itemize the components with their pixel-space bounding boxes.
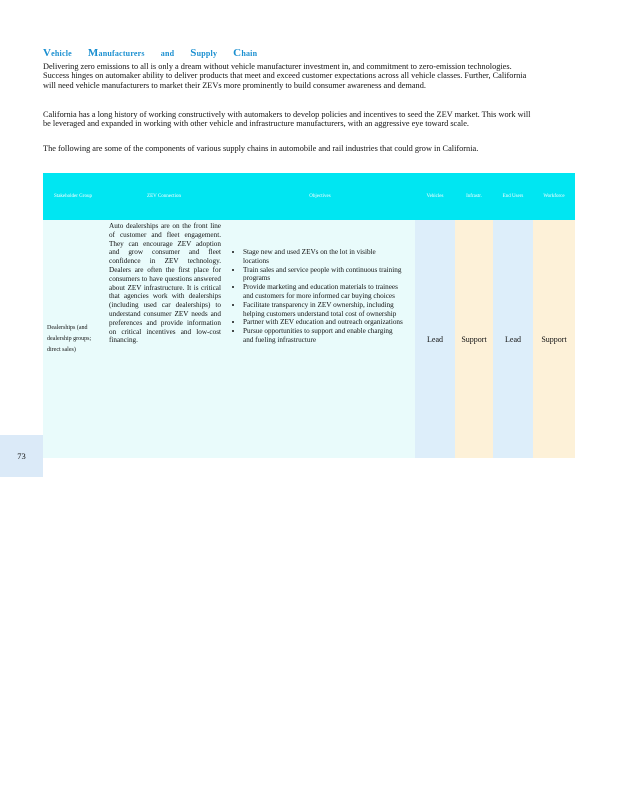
intro-paragraph: Delivering zero emissions to all is only a dream without vehicle manufacturer investment in, and commitment to zero-emission technologies. Success hinges on automaker ability to deliver products that meet and exceed customer expectations across all vehicle classes. Further, California will need vehicle manufacturers to market their ZEVs more prominently to build consumer awareness and demand.: [43, 62, 527, 90]
page-number: 73: [0, 435, 43, 477]
infrastructure-role-cell: Support: [455, 220, 493, 458]
history-paragraph: California has a long history of working constructively with automakers to develop policies and incentives to seed the ZEV market. This work will be leveraged and expanded in working with other vehicle and infrastructure manufacturers, with an aggressive eye toward scale.: [43, 110, 531, 129]
column-header: Vehicles: [415, 173, 455, 220]
supply-chain-paragraph: The following are some of the components of various supply chains in automobile and rail industries that could grow in California.: [43, 144, 479, 153]
objectives-list: [225, 248, 403, 345]
objective-item: • Facilitate transparency in ZEV ownership, including helping customers understand total cost of ownership: [243, 301, 403, 319]
heading-part: V: [43, 47, 52, 59]
objective-item: • Provide marketing and education materials to trainees and customers for more informed car buying choices: [243, 283, 403, 301]
heading-part: hain: [241, 49, 258, 58]
objective-item: • Pursue opportunities to support and enable charging and fueling infrastructure: [243, 327, 403, 345]
vehicles-role-cell: Lead: [415, 220, 455, 458]
column-header: Stakeholder Group: [43, 173, 103, 220]
column-header: Infrastr.: [455, 173, 493, 220]
column-header: ZEV Connection: [103, 173, 225, 220]
stakeholder-group-cell: Dealerships (and dealership groups; direct sales): [43, 220, 103, 458]
heading-part: M: [87, 47, 99, 59]
heading-part: anufacturers: [98, 49, 145, 58]
zev-connection-cell: Auto dealerships are on the front line of customer and fleet engagement. They can encourage ZEV adoption and grow consumer and fleet confidence in ZEV technology. Dealers are often the first place for consumers to have questions answered about ZEV infrastructure. It is critical that agencies work with dealerships (including used car dealerships) to understand consumer ZEV needs and preferences and provide information on critical incentives and low-cost financing.: [103, 220, 225, 458]
end-users-role-cell: Lead: [493, 220, 533, 458]
column-header: End Users: [493, 173, 533, 220]
heading-part: ehicle: [51, 49, 72, 58]
stakeholder-table: [43, 173, 575, 458]
column-header: Workforce: [533, 173, 575, 220]
table-header-row: [43, 173, 575, 220]
objective-item: • Partner with ZEV education and outreach organizations: [243, 318, 403, 327]
heading-part: and: [160, 49, 175, 58]
objectives-cell: [225, 220, 415, 458]
table-row: [43, 220, 575, 458]
column-header: Objectives: [225, 173, 415, 220]
heading-part: upply: [196, 49, 218, 58]
heading-part: C: [233, 47, 242, 59]
section-heading: [43, 47, 257, 59]
heading-part: S: [190, 47, 197, 59]
workforce-role-cell: Support: [533, 220, 575, 458]
objective-item: • Stage new and used ZEVs on the lot in visible locations: [243, 248, 403, 266]
objective-item: • Train sales and service people with continuous training programs: [243, 266, 403, 284]
